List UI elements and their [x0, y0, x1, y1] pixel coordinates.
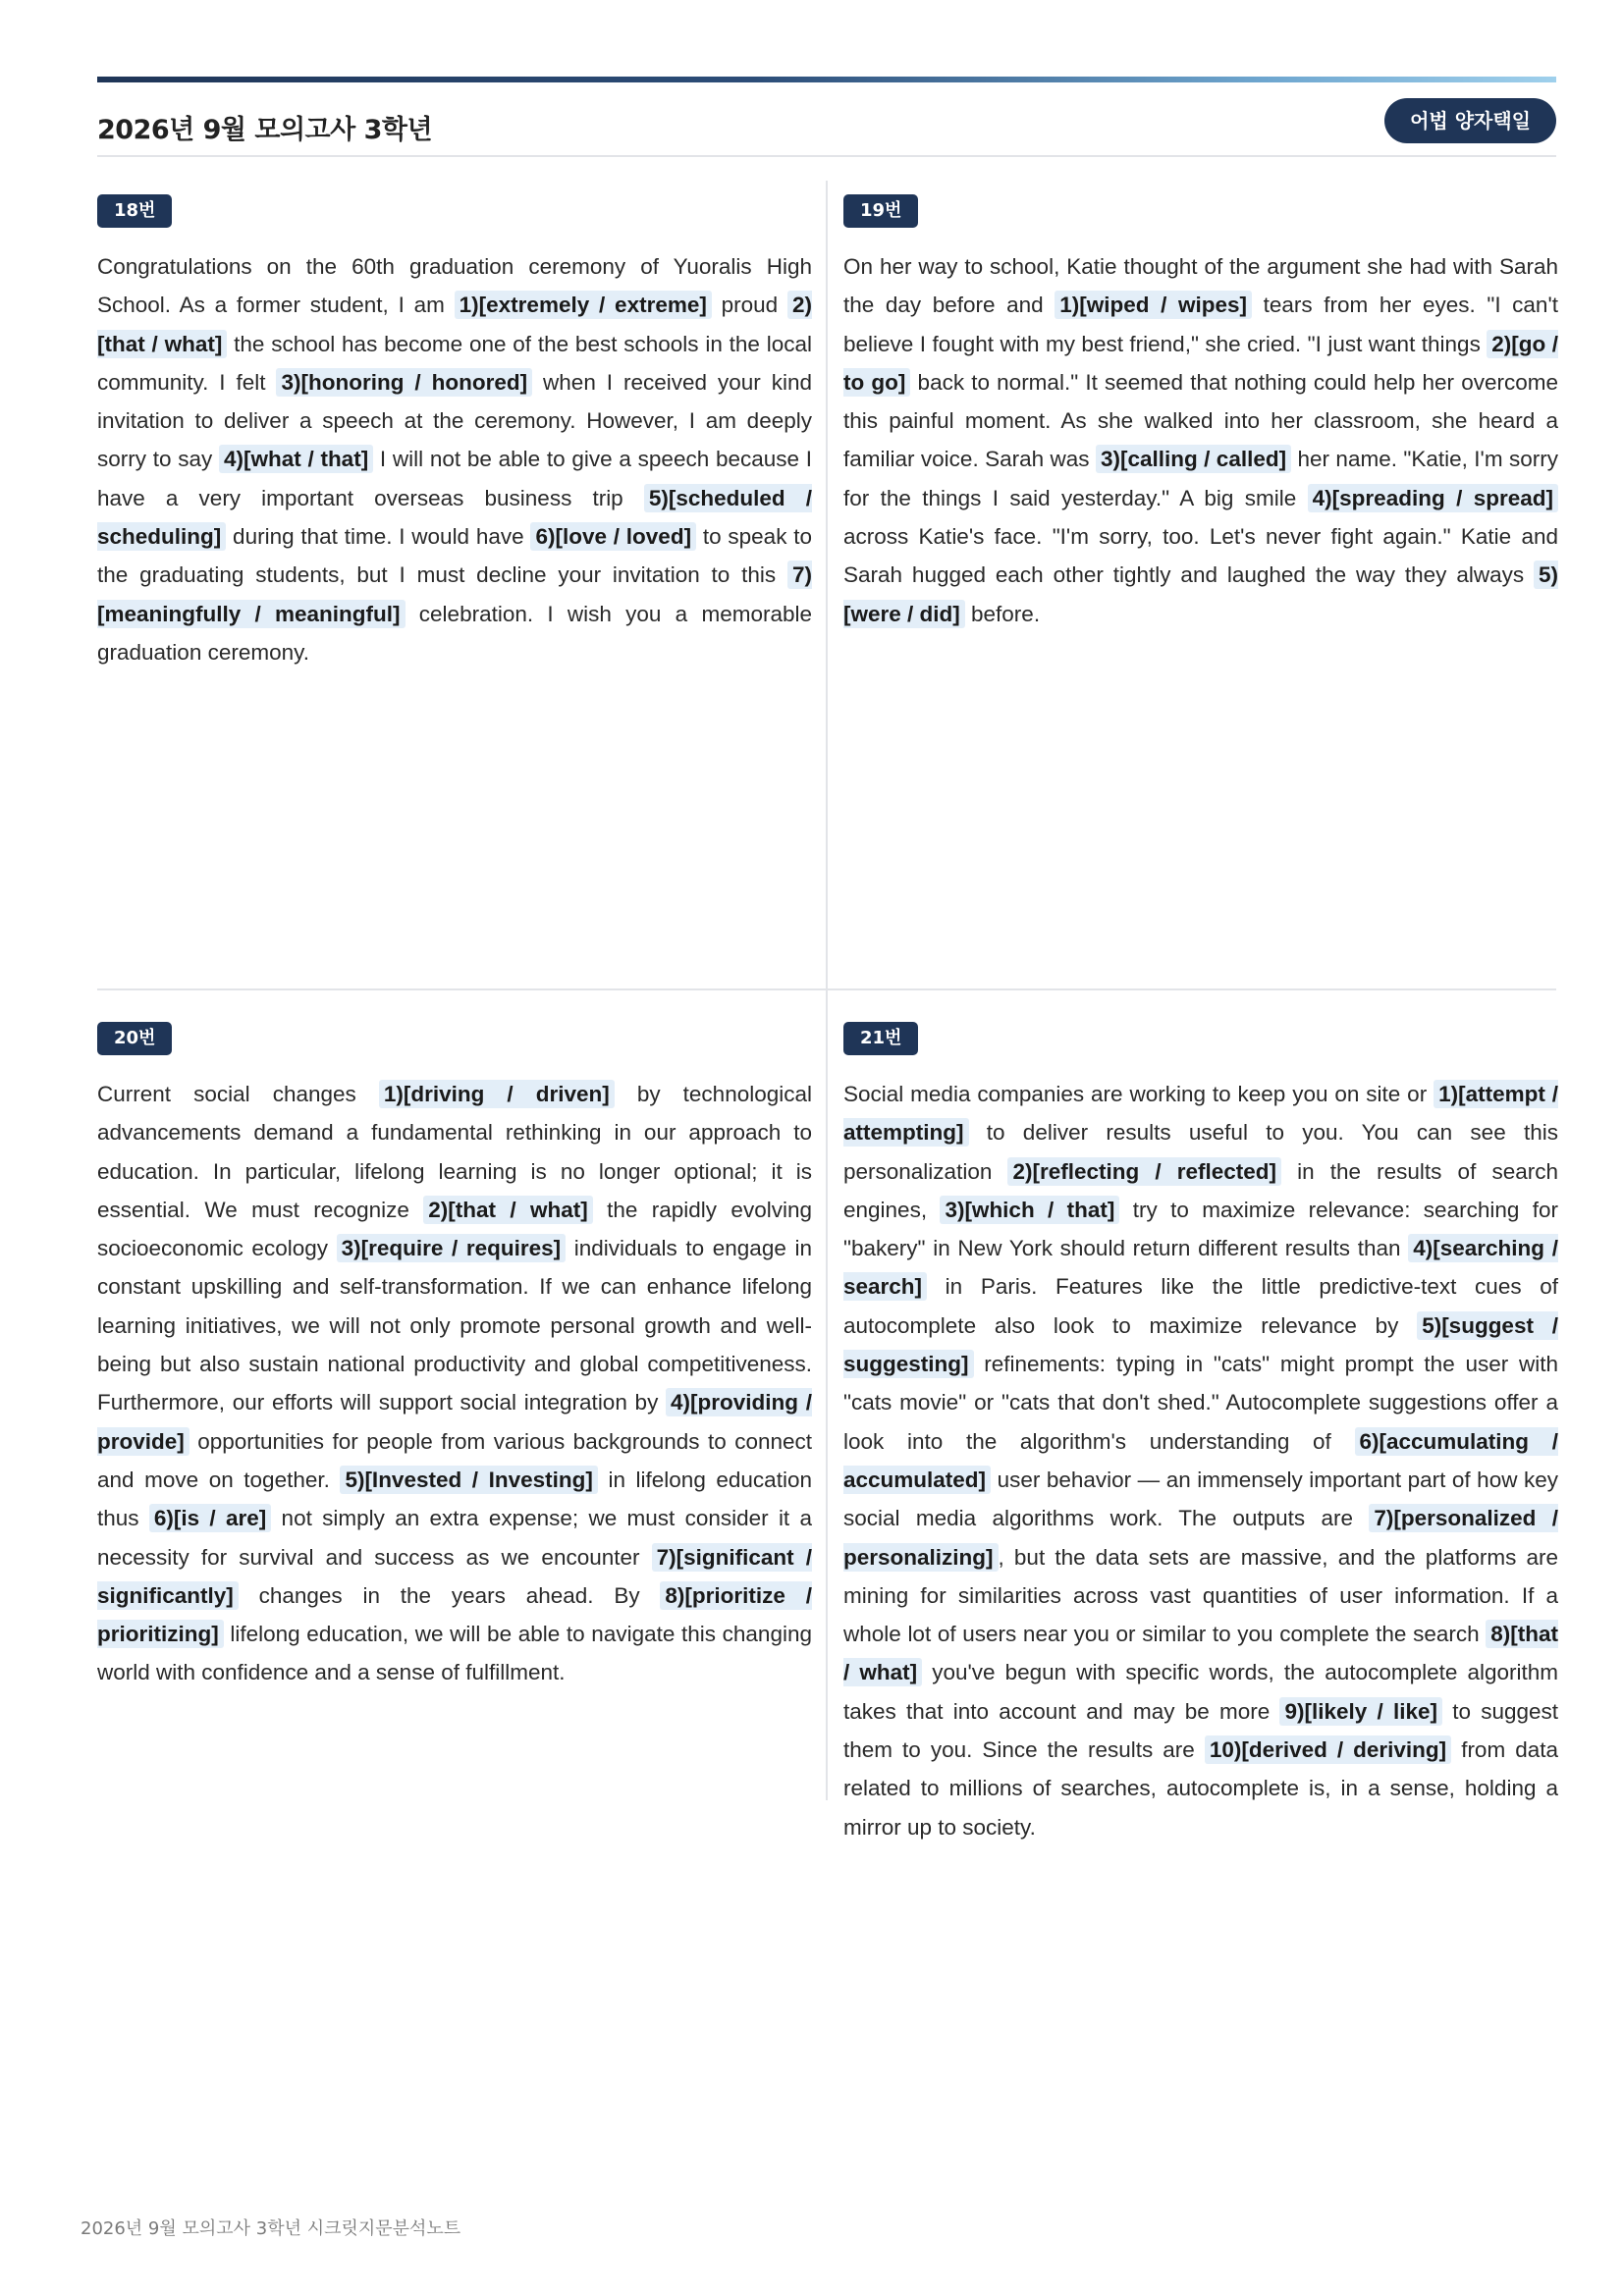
- answer-choice: 4)[searching / search]: [843, 1236, 1559, 1300]
- passage-segment: Social media companies are working to keep you on site or: [843, 1082, 1434, 1106]
- answer-choice: 6)[is / are]: [149, 1504, 271, 1532]
- passage-segment: the school has become one of the best schools in the local community. I felt: [97, 331, 812, 395]
- answer-choice: 7)[significant / significantly]: [97, 1544, 812, 1608]
- answer-choice: 9)[likely / like]: [1279, 1697, 1442, 1726]
- answer-choice: 6)[accumulating / accumulated]: [843, 1428, 1558, 1492]
- passage-segment: across Katie's face. "I'm sorry, too. Let's never fight again." Katie and Sarah hugged each other tightly and laughed the way they always: [843, 524, 1558, 588]
- passage-segment: Current social changes: [97, 1082, 379, 1106]
- passage-segment: Congratulations on the 60th graduation ceremony of Yuoralis High School. As a former student, I am: [97, 254, 812, 318]
- passage-segment: opportunities for people from various backgrounds to connect and move on together.: [97, 1428, 812, 1492]
- passage-segment: to deliver results useful to you. You can see this personalization: [843, 1120, 1558, 1184]
- answer-choice: 8)[prioritize / prioritizing]: [97, 1582, 812, 1647]
- row-divider: [97, 988, 1556, 990]
- answer-choice: 5)[scheduled / scheduling]: [97, 485, 812, 550]
- question-panel-21: [843, 1022, 1558, 1846]
- passage-segment: celebration. I wish you a memorable graduation ceremony.: [97, 601, 812, 665]
- passage-segment: refinements: typing in "cats" might prompt the user with "cats movie" or "cats that don't shed." Autocomplete suggestions offer a look into the algorithm's understanding of: [843, 1352, 1558, 1454]
- answer-choice: 7)[meaningfully / meaningful]: [97, 562, 812, 626]
- answer-choice: 2)[that / what]: [423, 1196, 593, 1224]
- passage-segment: back to normal." It seemed that nothing could help her overcome this painful moment. As she walked into her classroom, she heard a familiar voice. Sarah was: [843, 369, 1559, 472]
- passage-segment: tears from her eyes. "I can't believe I fought with my best friend," she cried. "I just want things: [843, 293, 1558, 356]
- answer-choice: 1)[attempt / attempting]: [843, 1082, 1558, 1146]
- passage-segment: changes in the years ahead. By: [238, 1582, 661, 1608]
- question-panel-20: [97, 1022, 812, 1692]
- answer-choice: 6)[love / loved]: [530, 522, 696, 551]
- answer-choice: 1)[extremely / extreme]: [455, 291, 712, 319]
- passage-segment: On her way to school, Katie thought of the argument she had with Sarah the day before and: [843, 254, 1558, 318]
- passage-segment: in lifelong education thus: [97, 1467, 812, 1531]
- passage-segment: during that time. I would have: [226, 524, 531, 550]
- passage-segment: in Paris. Features like the little predictive-text cues of autocomplete also look to maximize relevance by: [843, 1274, 1558, 1338]
- passage-segment: you've begun with specific words, the autocomplete algorithm takes that into account and may be more: [843, 1660, 1558, 1724]
- question-number-badge: 19번: [843, 194, 918, 228]
- answer-choice: 3)[calling / called]: [1096, 445, 1291, 473]
- question-number-badge: 18번: [97, 194, 172, 228]
- answer-choice: 1)[wiped / wipes]: [1055, 291, 1252, 319]
- passage-text: [97, 1075, 812, 1692]
- passage-segment: from data related to millions of searches, autocomplete is, in a sense, holding a mirror up to society.: [843, 1737, 1559, 1840]
- passage-segment: when I received your kind invitation to deliver a speech at the ceremony. However, I am deeply sorry to say: [97, 369, 812, 472]
- passage-text: [843, 1075, 1558, 1846]
- question-panel-19: [843, 194, 1558, 633]
- page-title: 2026년 9월 모의고사 3학년: [97, 114, 433, 145]
- passage-segment: the rapidly evolving socioeconomic ecology: [97, 1197, 812, 1261]
- header-accent-bar: [97, 77, 1556, 82]
- passage-segment: to suggest them to you. Since the results are: [843, 1698, 1559, 1763]
- passage-segment: lifelong education, we will be able to navigate this changing world with confidence and a sense of fulfillment.: [97, 1622, 812, 1685]
- passage-segment: , but the data sets are massive, and the platforms are mining for similarities across vast quantities of user information. If a whole lot of users near you or similar to you complete the search: [843, 1544, 1558, 1647]
- answer-choice: 5)[were / did]: [843, 562, 1558, 626]
- answer-choice: 3)[honoring / honored]: [276, 368, 532, 397]
- answer-choice: 2)[reflecting / reflected]: [1007, 1157, 1281, 1186]
- column-divider: [826, 181, 828, 1800]
- answer-choice: 7)[personalized / personalizing]: [843, 1506, 1558, 1570]
- passage-text: [97, 247, 812, 671]
- passage-segment: I will not be able to give a speech because I have a very important overseas business trip: [97, 447, 813, 510]
- answer-choice: 4)[what / that]: [219, 445, 373, 473]
- passage-segment: to speak to the graduating students, but I must decline your invitation to this: [97, 524, 812, 588]
- question-number-badge: 21번: [843, 1022, 918, 1055]
- answer-choice: 5)[suggest / suggesting]: [843, 1312, 1558, 1377]
- passage-segment: in the results of search engines,: [843, 1158, 1558, 1222]
- answer-choice: 4)[spreading / spread]: [1308, 484, 1558, 512]
- passage-text: [843, 247, 1558, 633]
- passage-segment: try to maximize relevance: searching for "bakery" in New York should return different results than: [843, 1197, 1558, 1261]
- answer-choice: 2)[go / to go]: [843, 331, 1558, 395]
- passage-segment: before.: [964, 601, 1041, 626]
- answer-choice: 3)[which / that]: [940, 1196, 1119, 1224]
- answer-choice: 1)[driving / driven]: [379, 1080, 615, 1108]
- question-grid: [97, 181, 1559, 1840]
- answer-choice: 2)[that / what]: [97, 293, 812, 356]
- page-header: [97, 98, 1556, 157]
- passage-segment: her name. "Katie, I'm sorry for the things I said yesterday." A big smile: [843, 447, 1558, 510]
- category-badge: 어법 양자택일: [1384, 98, 1556, 143]
- passage-segment: user behavior — an immensely important part of how key social media algorithms work. The outputs are: [843, 1467, 1558, 1531]
- answer-choice: 4)[providing / provide]: [97, 1390, 812, 1454]
- answer-choice: 3)[require / requires]: [337, 1234, 567, 1262]
- answer-choice: 5)[Invested / Investing]: [340, 1466, 597, 1494]
- answer-choice: 10)[derived / deriving]: [1205, 1735, 1451, 1764]
- question-panel-18: [97, 194, 812, 671]
- passage-segment: proud: [711, 293, 787, 318]
- answer-choice: 8)[that / what]: [843, 1622, 1558, 1685]
- passage-segment: by technological advancements demand a fundamental rethinking in our approach to education. In particular, lifelong learning is no longer optional; it is essential. We must recognize: [97, 1082, 813, 1222]
- passage-segment: not simply an extra expense; we must consider it a necessity for survival and success as we encounter: [97, 1506, 813, 1570]
- passage-segment: individuals to engage in constant upskilling and self-transformation. If we can enhance lifelong learning initiatives, we will not only promote personal growth and well-being but also sustain national productivity and global competitiveness. Furthermore, our efforts will support social integration by: [97, 1236, 812, 1415]
- page-footer: 2026년 9월 모의고사 3학년 시크릿지문분석노트: [81, 2218, 461, 2239]
- question-number-badge: 20번: [97, 1022, 172, 1055]
